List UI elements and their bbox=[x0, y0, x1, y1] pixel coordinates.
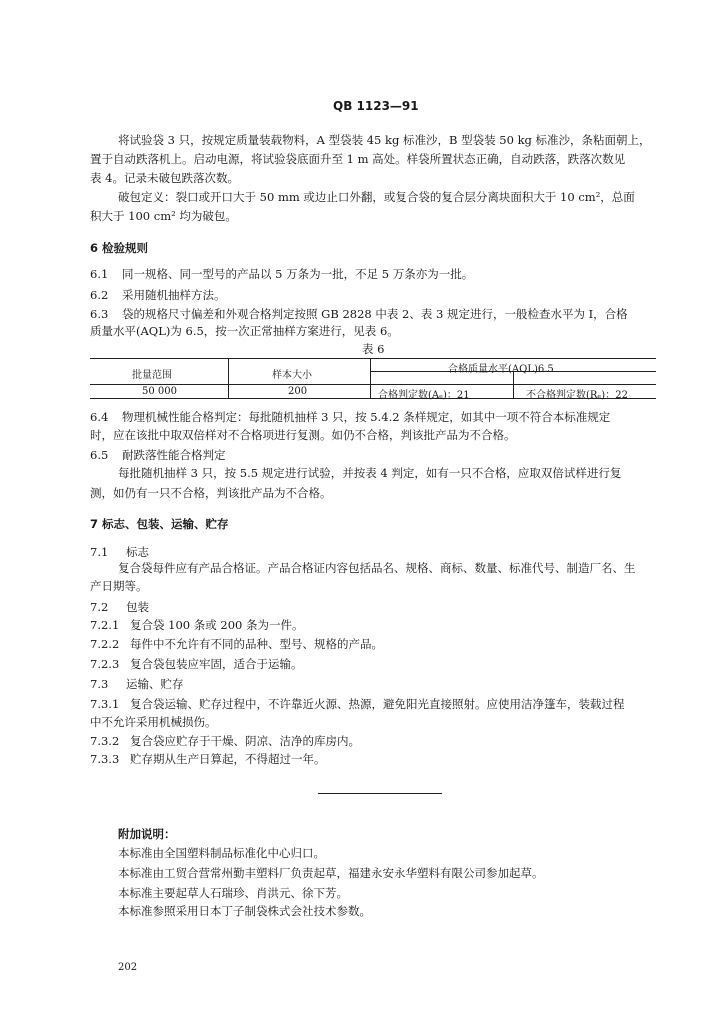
section-6-heading: 6 检验规则 bbox=[90, 241, 149, 255]
clause-6-4-line-2: 时，应在该批中取双倍样对不合格项进行复测。如仍不合格，判该批产品为不合格。 bbox=[90, 428, 516, 442]
notes-line-1: 本标准由全国塑料制品标准化中心归口。 bbox=[118, 846, 325, 860]
table-cell-sample: 200 bbox=[288, 386, 308, 397]
test-paragraph-line-3: 表 4。记录未破包跌落次数。 bbox=[90, 171, 239, 185]
notes-line-2: 本标准由工贸合营常州勤丰塑料厂负责起草，福建永安永华塑料有限公司参加起草。 bbox=[118, 866, 544, 880]
table-header-sample-size: 样本大小 bbox=[272, 370, 312, 381]
table-divider-2 bbox=[370, 358, 371, 398]
test-paragraph-line-2: 置于自动跌落机上。启动电源，将试验袋底面升至 1 m 高处。样袋所置状态正确，自动跌落，跌落次数见 bbox=[90, 152, 626, 166]
standard-code-header: QB 1123—91 bbox=[333, 99, 419, 113]
clause-6-3-number: 6.3 bbox=[90, 307, 109, 321]
clause-7-2-1-number: 7.2.1 bbox=[90, 618, 120, 632]
notes-heading: 附加说明： bbox=[118, 827, 176, 841]
table-header-aql: 合格质量水平(AQL)6.5 bbox=[448, 364, 554, 375]
table-header-batch-range: 批量范围 bbox=[132, 370, 172, 381]
clause-7-3-1-line-2: 中不允许采用机械损伤。 bbox=[90, 715, 217, 729]
page-number: 202 bbox=[118, 962, 138, 973]
clause-7-2-2-text: 每件中不允许有不同的品种、型号、规格的产品。 bbox=[130, 637, 383, 651]
clause-7-3-1-number: 7.3.1 bbox=[90, 697, 120, 711]
clause-7-2-2-number: 7.2.2 bbox=[90, 637, 120, 651]
clause-7-3-2-text: 复合袋应贮存于干燥、阴凉、洁净的库房内。 bbox=[130, 734, 360, 748]
table-divider-1 bbox=[228, 358, 229, 398]
clause-7-1-line-1: 复合袋每件应有产品合格证。产品合格证内容包括品名、规格、商标、数量、标准代号、制造厂名、生 bbox=[118, 561, 636, 575]
clause-7-2-1-text: 复合袋 100 条或 200 条为一件。 bbox=[130, 618, 304, 632]
clause-7-2-3-number: 7.2.3 bbox=[90, 657, 120, 671]
table-cell-batch: 50 000 bbox=[142, 386, 177, 397]
break-definition-line-1: 破包定义：裂口或开口大于 50 mm 或边止口外翻，或复合袋的复合层分离块面积大于 10 cm²，总面 bbox=[118, 190, 635, 204]
table-top-rule bbox=[90, 358, 656, 359]
section-7-heading: 7 标志、包装、运输、贮存 bbox=[90, 517, 229, 531]
clause-7-1-line-2: 产日期等。 bbox=[90, 579, 148, 593]
clause-6-5-number: 6.5 bbox=[90, 448, 109, 462]
clause-7-3-2-number: 7.3.2 bbox=[90, 734, 120, 748]
clause-6-1-text: 同一规格、同一型号的产品以 5 万条为一批，不足 5 万条亦为一批。 bbox=[122, 267, 474, 281]
clause-6-1-number: 6.1 bbox=[90, 267, 109, 281]
clause-6-5-title: 耐跌落性能合格判定 bbox=[122, 448, 226, 462]
clause-7-3-3-number: 7.3.3 bbox=[90, 752, 120, 766]
notes-line-3: 本标准主要起草人石瑞珍、肖洪元、徐下芳。 bbox=[118, 886, 348, 900]
clause-7-2-number: 7.2 bbox=[90, 600, 109, 614]
clause-7-1-title: 标志 bbox=[126, 545, 149, 559]
clause-7-3-title: 运输、贮存 bbox=[126, 677, 184, 691]
clause-6-2-number: 6.2 bbox=[90, 288, 109, 302]
test-paragraph-line-1: 将试验袋 3 只，按规定质量装载物料，A 型袋装 45 kg 标准沙，B 型袋装 50 kg 标准沙，条粘面朝上， bbox=[118, 133, 651, 147]
clause-6-4-number: 6.4 bbox=[90, 410, 109, 424]
clause-7-3-number: 7.3 bbox=[90, 677, 109, 691]
table-header-rule bbox=[90, 384, 656, 385]
clause-7-3-1-line-1: 复合袋运输、贮存过程中，不许靠近火源、热源，避免阳光直接照射。应使用洁净篷车，装载过程 bbox=[130, 697, 625, 711]
clause-7-2-title: 包装 bbox=[126, 600, 149, 614]
clause-7-3-3-text: 贮存期从生产日算起，不得超过一年。 bbox=[130, 752, 326, 766]
clause-6-3-line-1: 袋的规格尺寸偏差和外观合格判定按照 GB 2828 中表 2、表 3 规定进行，一般检查水平为 Ⅰ，合格 bbox=[122, 307, 628, 321]
end-of-text-rule bbox=[318, 793, 442, 794]
clause-7-2-3-text: 复合袋包装应牢固，适合于运输。 bbox=[130, 657, 303, 671]
clause-6-2-text: 采用随机抽样方法。 bbox=[122, 288, 226, 302]
clause-6-5-line-1: 每批随机抽样 3 只，按 5.5 规定进行试验，并按表 4 判定，如有一只不合格，应取双倍试样进行复 bbox=[118, 466, 622, 480]
table-sub-accept: 合格判定数(Aₑ)：21 bbox=[378, 390, 470, 401]
clause-7-1-number: 7.1 bbox=[90, 545, 109, 559]
clause-6-4-line-1: 物理机械性能合格判定：每批随机抽样 3 只，按 5.4.2 条样规定，如其中一项不符合本标准规定 bbox=[122, 410, 611, 424]
clause-6-3-line-2: 质量水平(AQL)为 6.5，按一次正常抽样方案进行，见表 6。 bbox=[90, 324, 399, 338]
table-sub-reject: 不合格判定数(Rₑ)：22 bbox=[526, 390, 628, 401]
table-divider-3 bbox=[513, 371, 514, 398]
break-definition-line-2: 积大于 100 cm² 均为破包。 bbox=[90, 209, 237, 223]
clause-6-5-line-2: 测，如仍有一只不合格，判该批产品为不合格。 bbox=[90, 486, 332, 500]
notes-line-4: 本标准参照采用日本丁子制袋株式会社技术参数。 bbox=[118, 904, 371, 918]
table-6-caption: 表 6 bbox=[362, 342, 385, 356]
